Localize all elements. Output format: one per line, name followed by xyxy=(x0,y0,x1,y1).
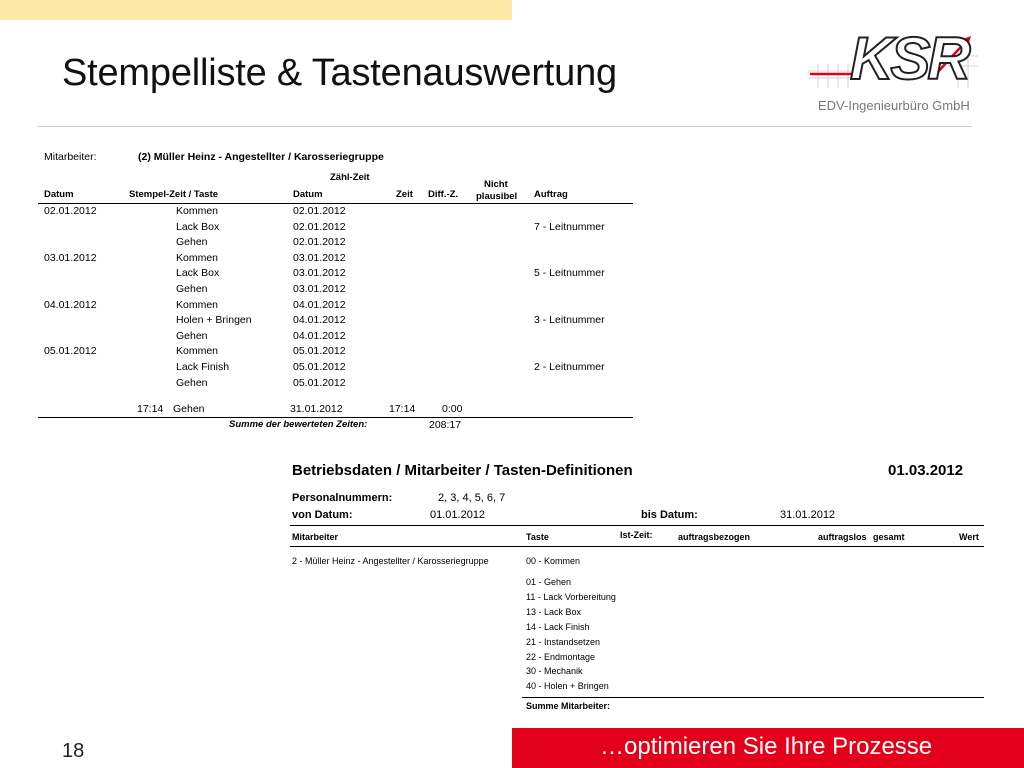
b-header-los: auftragslos xyxy=(818,532,867,542)
row-key: Kommen xyxy=(176,205,219,217)
last-row-key: Gehen xyxy=(173,403,205,415)
nicht-plausibel-header-1: Nicht xyxy=(484,179,508,190)
row-date2: 03.01.2012 xyxy=(293,251,346,264)
von-label: von Datum: xyxy=(292,509,353,521)
row-auftrag: 7 - Leitnummer xyxy=(534,220,605,233)
employee-label: Mitarbeiter: xyxy=(44,151,97,163)
row-key: Holen + Bringen xyxy=(176,314,252,327)
row-auftrag: 5 - Leitnummer xyxy=(534,267,605,280)
sum-value: 208:17 xyxy=(429,419,462,431)
header-stempel: Stempel-Zeit / Taste xyxy=(129,189,219,200)
last-row-time: 17:14 xyxy=(137,403,164,415)
sum-label: Summe der bewerteten Zeiten: xyxy=(229,419,368,430)
row-date2: 04.01.2012 xyxy=(293,298,346,311)
b-header-mitarbeiter: Mitarbeiter xyxy=(292,532,339,542)
b-row-taste: 30 - Mechanik xyxy=(526,666,583,677)
header-auftrag: Auftrag xyxy=(534,189,568,200)
header-datum: Datum xyxy=(44,189,74,200)
b-row-taste: 40 - Holen + Bringen xyxy=(526,681,609,692)
von-value: 01.01.2012 xyxy=(430,509,486,521)
personal-label: Personalnummern: xyxy=(292,492,393,504)
b-row-taste: 01 - Gehen xyxy=(526,577,572,587)
logo-subtitle: EDV-Ingenieurbüro GmbH xyxy=(818,98,970,113)
personal-value: 2, 3, 4, 5, 6, 7 xyxy=(438,492,506,504)
row-date: 03.01.2012 xyxy=(44,251,97,264)
betrieb-employee: 2 - Müller Heinz - Angestellter / Karosseriegruppe xyxy=(292,556,489,566)
zaehl-zeit-header: Zähl-Zeit xyxy=(330,172,370,183)
row-date2: 04.01.2012 xyxy=(293,329,346,342)
row-date2: 02.01.2012 xyxy=(293,220,346,233)
row-date2: 04.01.2012 xyxy=(293,314,346,327)
row-date2: 03.01.2012 xyxy=(293,267,346,280)
betrieb-title: Betriebsdaten / Mitarbeiter / Tasten-Definitionen xyxy=(292,462,633,479)
row-date2: 03.01.2012 xyxy=(293,283,346,295)
row-key: Gehen xyxy=(176,283,208,295)
row-key: Gehen xyxy=(176,376,208,389)
row-date2: 02.01.2012 xyxy=(293,236,346,249)
footer-slogan: …optimieren Sie Ihre Prozesse xyxy=(600,733,933,760)
b-header-bezogen: auftragsbezogen xyxy=(678,532,751,542)
row-key: Gehen xyxy=(176,329,208,342)
betrieb-sum-rule xyxy=(522,697,984,698)
title-divider xyxy=(38,126,972,127)
betrieb-header-rule xyxy=(290,546,984,547)
row-date2: 02.01.2012 xyxy=(293,205,346,217)
row-key: Gehen xyxy=(176,236,208,249)
last-row-diff: 0:00 xyxy=(442,403,463,415)
row-auftrag: 2 - Leitnummer xyxy=(534,361,605,373)
header-diff: Diff.-Z. xyxy=(428,189,459,200)
betrieb-date: 01.03.2012 xyxy=(888,462,964,479)
row-key: Lack Finish xyxy=(176,361,230,373)
b-header-ist: Ist-Zeit: xyxy=(620,530,653,540)
b-sum-label: Summe Mitarbeiter: xyxy=(526,701,611,711)
nicht-plausibel-header-2: plausibel xyxy=(476,191,518,202)
row-date2: 05.01.2012 xyxy=(293,376,346,389)
b-header-wert: Wert xyxy=(959,532,979,542)
b-row-taste: 11 - Lack Vorbereitung xyxy=(526,591,616,602)
header-rule xyxy=(38,203,633,204)
row-key: Kommen xyxy=(176,298,219,311)
bis-value: 31.01.2012 xyxy=(780,509,836,521)
slide-title: Stempelliste & Tastenauswertung xyxy=(62,52,617,94)
header-datum-2: Datum xyxy=(293,189,323,200)
bis-label: bis Datum: xyxy=(641,509,698,521)
b-header-taste: Taste xyxy=(526,532,549,542)
last-row-date: 31.01.2012 xyxy=(290,403,343,415)
row-date2: 05.01.2012 xyxy=(293,361,346,373)
row-date: 02.01.2012 xyxy=(44,205,97,217)
row-date2: 05.01.2012 xyxy=(293,345,346,358)
betrieb-top-rule xyxy=(290,525,984,526)
b-row-taste: 00 - Kommen xyxy=(526,556,581,566)
employee-name: (2) Müller Heinz - Angestellter / Karosseriegruppe xyxy=(138,151,384,163)
row-key: Lack Box xyxy=(176,220,220,233)
b-row-taste: 21 - Instandsetzen xyxy=(526,636,601,647)
row-date: 05.01.2012 xyxy=(44,345,97,358)
b-row-taste: 14 - Lack Finish xyxy=(526,621,590,632)
logo-letters: KSR xyxy=(850,25,968,92)
b-row-taste: 13 - Lack Box xyxy=(526,606,582,617)
row-key: Lack Box xyxy=(176,267,220,280)
top-accent-bar xyxy=(0,0,512,20)
last-row-zeit: 17:14 xyxy=(389,403,416,415)
header-zeit: Zeit xyxy=(396,189,413,200)
b-header-gesamt: gesamt xyxy=(873,532,905,542)
row-auftrag: 3 - Leitnummer xyxy=(534,314,605,327)
row-key: Kommen xyxy=(176,251,219,264)
page-number: 18 xyxy=(62,740,85,762)
sum-rule xyxy=(38,417,633,418)
b-row-taste: 22 - Endmontage xyxy=(526,651,596,662)
row-date: 04.01.2012 xyxy=(44,298,97,311)
row-key: Kommen xyxy=(176,345,219,358)
